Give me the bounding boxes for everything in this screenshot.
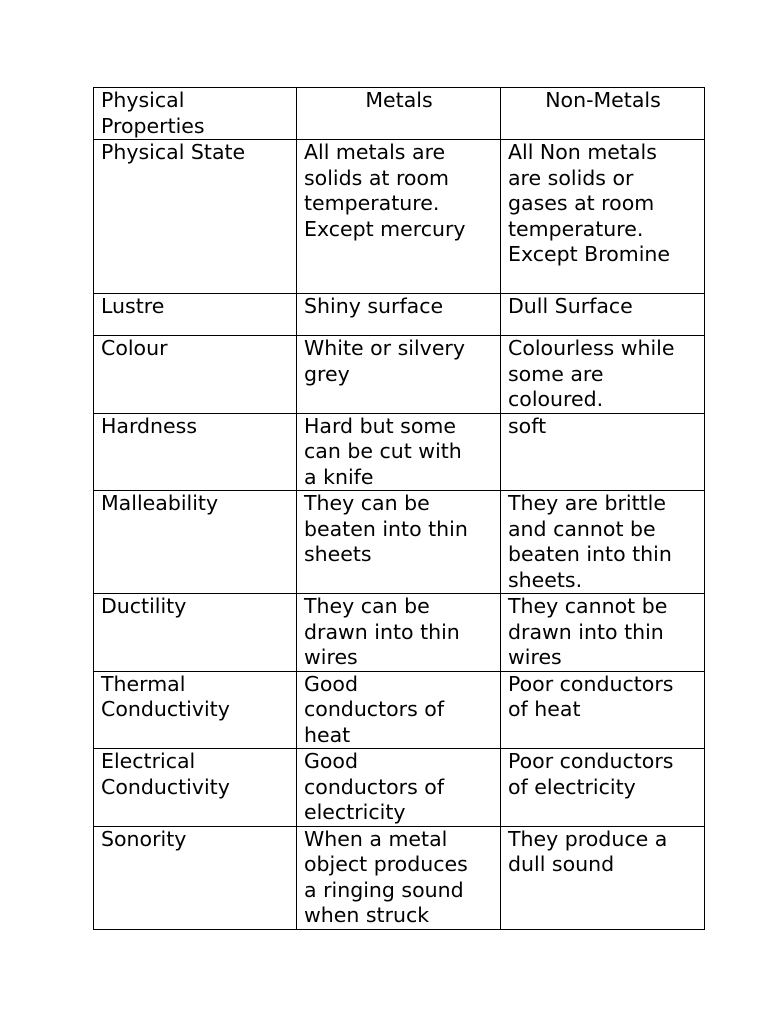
header-text-line: Metals [365, 88, 433, 112]
cell-text-line: They can be [304, 594, 430, 618]
cell-text-line: Lustre [101, 294, 165, 318]
table-row [94, 671, 705, 749]
table-body [94, 140, 705, 930]
cell-text-line: Good [304, 671, 358, 696]
cell-text-line: sheets. [508, 567, 583, 592]
cell-text-line: All metals are [304, 140, 446, 164]
metals-cell [297, 594, 501, 672]
cell-text-line: some are [508, 361, 604, 386]
property-cell [94, 749, 297, 827]
non-metals-cell [501, 336, 705, 414]
cell-text-line: Conductivity [101, 697, 230, 721]
cell-text-line: of heat [508, 697, 581, 721]
cell-text-line: Dull Surface [508, 294, 633, 318]
properties-table [93, 87, 705, 930]
cell-text-line: Hard but some [304, 413, 456, 438]
metals-cell [297, 413, 501, 491]
property-cell [94, 336, 297, 414]
property-cell [94, 140, 297, 294]
cell-text-line: temperature. [508, 216, 644, 241]
header-metals [297, 88, 501, 140]
cell-text-line: wires [304, 645, 358, 669]
cell-text-line: Electrical [101, 749, 196, 773]
cell-text-line: Sonority [101, 826, 187, 851]
header-text-line: Non-Metals [545, 88, 661, 112]
cell-text-line: Except mercury [304, 216, 466, 241]
header-text-line: Physical [101, 88, 185, 112]
cell-text-line: beaten into thin [508, 542, 672, 566]
cell-text-line: solids at room [304, 165, 449, 190]
cell-text-line: When a metal [304, 826, 448, 851]
cell-text-line: wires [508, 645, 562, 669]
cell-text-line: when struck [304, 903, 430, 927]
cell-text-line: They are brittle [508, 491, 666, 515]
table-row [94, 294, 705, 336]
header-text-line: Properties [101, 113, 205, 138]
cell-text-line: They cannot be [508, 594, 668, 618]
cell-text-line: drawn into thin [508, 619, 664, 644]
metals-cell [297, 294, 501, 336]
cell-text-line: a ringing sound [304, 877, 464, 902]
cell-text-line: Ductility [101, 594, 187, 618]
table-row [94, 140, 705, 294]
header-non-metals [501, 88, 705, 140]
cell-text-line: a knife [304, 464, 374, 489]
property-cell [94, 491, 297, 594]
metals-cell [297, 491, 501, 594]
metals-cell [297, 336, 501, 414]
table-row [94, 594, 705, 672]
cell-text-line: They produce a [508, 826, 668, 851]
metals-cell [297, 671, 501, 749]
cell-text-line: They can be [304, 491, 430, 515]
property-cell [94, 413, 297, 491]
cell-text-line: Malleability [101, 491, 219, 515]
table-row [94, 749, 705, 827]
cell-text-line: White or silvery [304, 336, 465, 360]
property-cell [94, 294, 297, 336]
non-metals-cell [501, 294, 705, 336]
non-metals-cell [501, 491, 705, 594]
cell-text-line: Except Bromine [508, 242, 671, 266]
cell-text-line: can be cut with [304, 439, 462, 463]
cell-text-line: Thermal [101, 671, 186, 696]
non-metals-cell [501, 413, 705, 491]
cell-text-line: Poor conductors [508, 671, 674, 696]
non-metals-cell [501, 749, 705, 827]
property-cell [94, 671, 297, 749]
cell-text-line: Good [304, 749, 358, 773]
non-metals-cell [501, 671, 705, 749]
cell-text-line: conductors of [304, 774, 445, 799]
cell-text-line: of electricity [508, 774, 636, 799]
header-physical-properties [94, 88, 297, 140]
cell-text-line: Hardness [101, 413, 198, 438]
metals-cell [297, 826, 501, 929]
cell-text-line: object produces [304, 852, 468, 876]
non-metals-cell [501, 594, 705, 672]
property-cell [94, 594, 297, 672]
cell-text-line: coloured. [508, 387, 604, 411]
cell-text-line: gases at room [508, 191, 655, 215]
cell-text-line: and cannot be [508, 516, 656, 541]
cell-text-line: sheets [304, 542, 372, 566]
property-cell [94, 826, 297, 929]
header-row [94, 88, 705, 140]
cell-text-line: Colourless while [508, 336, 675, 360]
cell-text-line: dull sound [508, 852, 615, 876]
non-metals-cell [501, 826, 705, 929]
cell-text-line: conductors of [304, 697, 445, 721]
table-row [94, 413, 705, 491]
metals-cell [297, 749, 501, 827]
cell-text-line: beaten into thin [304, 516, 468, 541]
cell-text-line: Shiny surface [304, 294, 444, 318]
cell-text-line: are solids or [508, 165, 634, 190]
cell-text-line: Colour [101, 336, 168, 360]
table-row [94, 491, 705, 594]
metals-cell [297, 140, 501, 294]
cell-text-line: electricity [304, 800, 406, 824]
cell-text-line: drawn into thin [304, 619, 460, 644]
cell-text-line: temperature. [304, 191, 440, 215]
table-row [94, 826, 705, 929]
cell-text-line: grey [304, 361, 350, 386]
cell-text-line: Conductivity [101, 774, 230, 799]
cell-text-line: Physical State [101, 140, 246, 164]
cell-text-line: All Non metals [508, 140, 657, 164]
cell-text-line: heat [304, 722, 351, 747]
cell-text-line: soft [508, 413, 547, 438]
cell-text-line: Poor conductors [508, 749, 674, 773]
non-metals-cell [501, 140, 705, 294]
table-row [94, 336, 705, 414]
